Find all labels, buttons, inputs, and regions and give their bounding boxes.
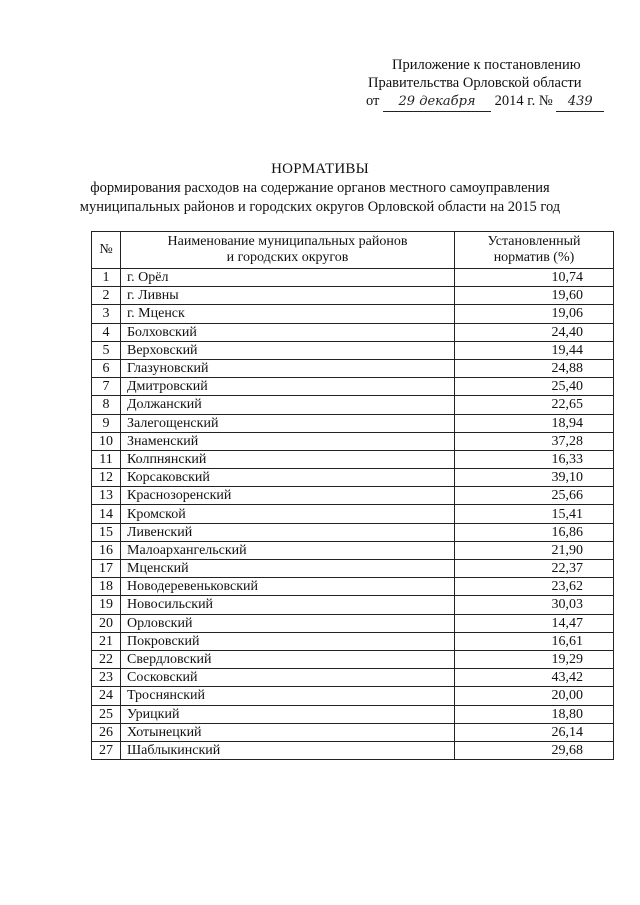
table-row [92, 305, 614, 323]
row-number: 27 [92, 741, 121, 759]
appendix-line-2: Правительства Орловской области [368, 75, 582, 91]
row-value: 19,06 [455, 305, 614, 323]
year-number-label: 2014 г. № [494, 93, 553, 109]
header-num: № [92, 232, 121, 269]
table-row [92, 632, 614, 650]
row-value: 18,80 [455, 705, 614, 723]
row-value: 16,61 [455, 632, 614, 650]
row-value: 26,14 [455, 723, 614, 741]
header-name [121, 232, 455, 269]
row-value: 21,90 [455, 541, 614, 559]
table-row [92, 705, 614, 723]
row-number: 12 [92, 469, 121, 487]
row-value: 19,44 [455, 341, 614, 359]
row-number: 3 [92, 305, 121, 323]
table-row [92, 287, 614, 305]
row-name: Болховский [121, 323, 455, 341]
header-value-line-2: норматив (%) [493, 250, 575, 265]
row-name: Малоархангельский [121, 541, 455, 559]
row-number: 18 [92, 578, 121, 596]
table-row [92, 414, 614, 432]
table-row [92, 487, 614, 505]
row-number: 13 [92, 487, 121, 505]
table-row [92, 560, 614, 578]
row-number: 23 [92, 669, 121, 687]
appendix-header [366, 56, 616, 112]
row-number: 1 [92, 269, 121, 287]
row-value: 24,88 [455, 359, 614, 377]
document-title-block [0, 160, 640, 217]
row-value: 22,37 [455, 560, 614, 578]
row-value: 25,40 [455, 378, 614, 396]
row-name: Мценский [121, 560, 455, 578]
row-value: 15,41 [455, 505, 614, 523]
row-value: 29,68 [455, 741, 614, 759]
row-value: 22,65 [455, 396, 614, 414]
table-row [92, 505, 614, 523]
row-name: Сосковский [121, 669, 455, 687]
header-value [455, 232, 614, 269]
row-number: 4 [92, 323, 121, 341]
row-name: Троснянский [121, 687, 455, 705]
row-name: г. Мценск [121, 305, 455, 323]
row-name: Должанский [121, 396, 455, 414]
row-value: 19,29 [455, 650, 614, 668]
row-name: г. Ливны [121, 287, 455, 305]
table-row [92, 469, 614, 487]
row-number: 15 [92, 523, 121, 541]
row-number: 25 [92, 705, 121, 723]
table-row [92, 341, 614, 359]
row-number: 19 [92, 596, 121, 614]
table-row [92, 396, 614, 414]
row-name: Новодеревеньковский [121, 578, 455, 596]
row-number: 7 [92, 378, 121, 396]
table-row [92, 541, 614, 559]
row-name: Покровский [121, 632, 455, 650]
row-value: 16,33 [455, 450, 614, 468]
row-value: 43,42 [455, 669, 614, 687]
row-value: 10,74 [455, 269, 614, 287]
row-value: 23,62 [455, 578, 614, 596]
table-row [92, 596, 614, 614]
row-name: Хотынецкий [121, 723, 455, 741]
row-name: Залегощенский [121, 414, 455, 432]
row-number: 14 [92, 505, 121, 523]
header-name-line-2: и городских округов [226, 250, 349, 265]
row-value: 18,94 [455, 414, 614, 432]
table-row [92, 269, 614, 287]
table-row [92, 723, 614, 741]
table-row [92, 378, 614, 396]
table-row [92, 323, 614, 341]
row-value: 30,03 [455, 596, 614, 614]
header-value-line-1: Установленный [487, 234, 581, 249]
row-name: Знаменский [121, 432, 455, 450]
row-number: 2 [92, 287, 121, 305]
row-name: Урицкий [121, 705, 455, 723]
row-name: Глазуновский [121, 359, 455, 377]
row-value: 39,10 [455, 469, 614, 487]
row-number: 10 [92, 432, 121, 450]
row-name: Дмитровский [121, 378, 455, 396]
row-value: 19,60 [455, 287, 614, 305]
handwritten-number: 439 [556, 93, 604, 112]
row-value: 16,86 [455, 523, 614, 541]
table-row [92, 359, 614, 377]
row-value: 20,00 [455, 687, 614, 705]
table-row [92, 650, 614, 668]
row-name: Колпнянский [121, 450, 455, 468]
document-subtitle-line-2: муниципальных районов и городских округов Орловской области на 2015 год [79, 199, 561, 215]
table-row [92, 669, 614, 687]
normatives-table [91, 231, 614, 760]
row-number: 11 [92, 450, 121, 468]
row-number: 24 [92, 687, 121, 705]
document-subtitle-line-1: формирования расходов на содержание органов местного самоуправления [90, 180, 550, 196]
appendix-line-3 [366, 92, 616, 112]
row-name: Корсаковский [121, 469, 455, 487]
table-body [92, 269, 614, 760]
row-name: г. Орёл [121, 269, 455, 287]
row-number: 21 [92, 632, 121, 650]
row-number: 5 [92, 341, 121, 359]
row-name: Орловский [121, 614, 455, 632]
row-value: 25,66 [455, 487, 614, 505]
appendix-line-1: Приложение к постановлению [392, 57, 581, 73]
table-row [92, 741, 614, 759]
handwritten-date: 29 декабря [383, 93, 491, 112]
row-number: 22 [92, 650, 121, 668]
document-title: НОРМАТИВЫ [271, 161, 369, 177]
row-name: Кромской [121, 505, 455, 523]
row-value: 14,47 [455, 614, 614, 632]
row-name: Свердловский [121, 650, 455, 668]
row-name: Новосильский [121, 596, 455, 614]
table-row [92, 450, 614, 468]
row-number: 6 [92, 359, 121, 377]
row-value: 24,40 [455, 323, 614, 341]
row-name: Краснозоренский [121, 487, 455, 505]
row-number: 20 [92, 614, 121, 632]
row-name: Шаблыкинский [121, 741, 455, 759]
table-row [92, 578, 614, 596]
row-number: 9 [92, 414, 121, 432]
table-row [92, 614, 614, 632]
row-number: 8 [92, 396, 121, 414]
row-number: 16 [92, 541, 121, 559]
table-row [92, 687, 614, 705]
table-row [92, 432, 614, 450]
row-number: 17 [92, 560, 121, 578]
header-name-line-1: Наименование муниципальных районов [167, 234, 408, 249]
row-name: Верховский [121, 341, 455, 359]
table-header-row [92, 232, 614, 269]
row-number: 26 [92, 723, 121, 741]
table-row [92, 523, 614, 541]
row-name: Ливенский [121, 523, 455, 541]
date-prefix: от [366, 93, 380, 109]
row-value: 37,28 [455, 432, 614, 450]
